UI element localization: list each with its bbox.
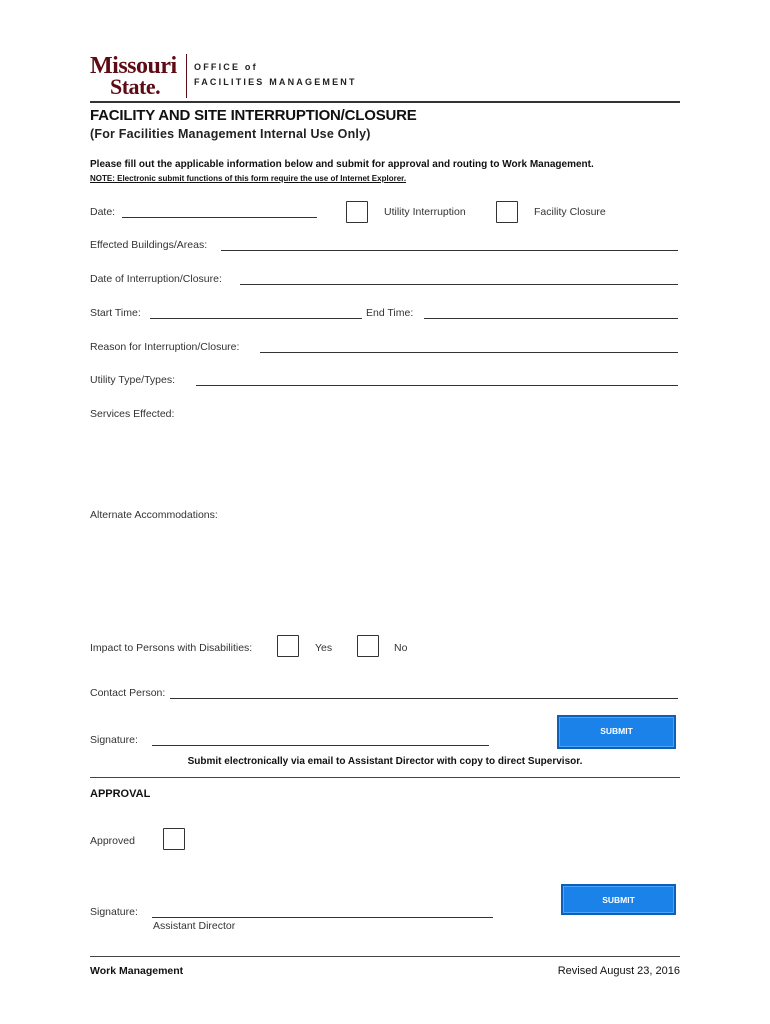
form-subtitle: (For Facilities Management Internal Use Only) — [90, 127, 371, 141]
signature-label: Signature: — [90, 734, 138, 746]
approved-label: Approved — [90, 835, 135, 847]
logo-separator — [186, 54, 187, 98]
approved-checkbox[interactable] — [163, 828, 185, 850]
facilities-management-label: FACILITIES MANAGEMENT — [194, 77, 357, 87]
approval-signature-field[interactable] — [152, 917, 493, 918]
instructions: Please fill out the applicable information below and submit for approval and routing to Work Management. — [90, 159, 594, 170]
date-of-interruption-field[interactable] — [240, 284, 678, 285]
approval-heading: APPROVAL — [90, 788, 151, 800]
approval-divider — [90, 777, 680, 778]
facility-closure-label: Facility Closure — [534, 206, 606, 218]
office-label: OFFICE of — [194, 62, 258, 72]
signature-field[interactable] — [152, 745, 489, 746]
effected-buildings-label: Effected Buildings/Areas: — [90, 239, 208, 251]
utility-interruption-label: Utility Interruption — [384, 206, 466, 218]
yes-label: Yes — [315, 642, 333, 654]
end-time-field[interactable] — [424, 318, 678, 319]
date-field[interactable] — [122, 217, 317, 218]
form-title: FACILITY AND SITE INTERRUPTION/CLOSURE — [90, 107, 417, 124]
services-effected-label: Services Effected: — [90, 408, 175, 420]
ie-note: NOTE: Electronic submit functions of this form require the use of Internet Explorer. — [90, 174, 407, 183]
approval-submit-button[interactable]: SUBMIT — [561, 884, 676, 915]
assistant-director-label: Assistant Director — [153, 920, 236, 932]
date-of-interruption-label: Date of Interruption/Closure: — [90, 273, 222, 285]
approval-signature-label: Signature: — [90, 906, 138, 918]
reason-label: Reason for Interruption/Closure: — [90, 341, 240, 353]
logo-state: State. — [110, 74, 161, 99]
contact-person-label: Contact Person: — [90, 687, 166, 699]
footer-work-management: Work Management — [90, 965, 184, 977]
yes-checkbox[interactable] — [277, 635, 299, 657]
reason-field[interactable] — [260, 352, 678, 353]
date-label: Date: — [90, 206, 116, 218]
submit-note: Submit electronically via email to Assistant Director with copy to direct Supervisor. — [187, 756, 583, 767]
facility-closure-checkbox[interactable] — [496, 201, 518, 223]
no-checkbox[interactable] — [357, 635, 379, 657]
footer-revised-date: Revised August 23, 2016 — [557, 965, 680, 977]
start-time-label: Start Time: — [90, 307, 141, 319]
logo-missouri: Missouri — [90, 53, 177, 79]
effected-buildings-field[interactable] — [221, 250, 678, 251]
contact-person-field[interactable] — [170, 698, 678, 699]
header-rule — [90, 101, 680, 103]
end-time-label: End Time: — [366, 307, 414, 319]
footer-rule — [90, 956, 680, 957]
utility-type-field[interactable] — [196, 385, 678, 386]
alternate-accommodations-label: Alternate Accommodations: — [90, 509, 218, 521]
start-time-field[interactable] — [150, 318, 362, 319]
utility-interruption-checkbox[interactable] — [346, 201, 368, 223]
utility-type-label: Utility Type/Types: — [90, 374, 176, 386]
submit-button[interactable]: SUBMIT — [557, 715, 676, 749]
impact-label: Impact to Persons with Disabilities: — [90, 642, 253, 654]
no-label: No — [394, 642, 408, 654]
